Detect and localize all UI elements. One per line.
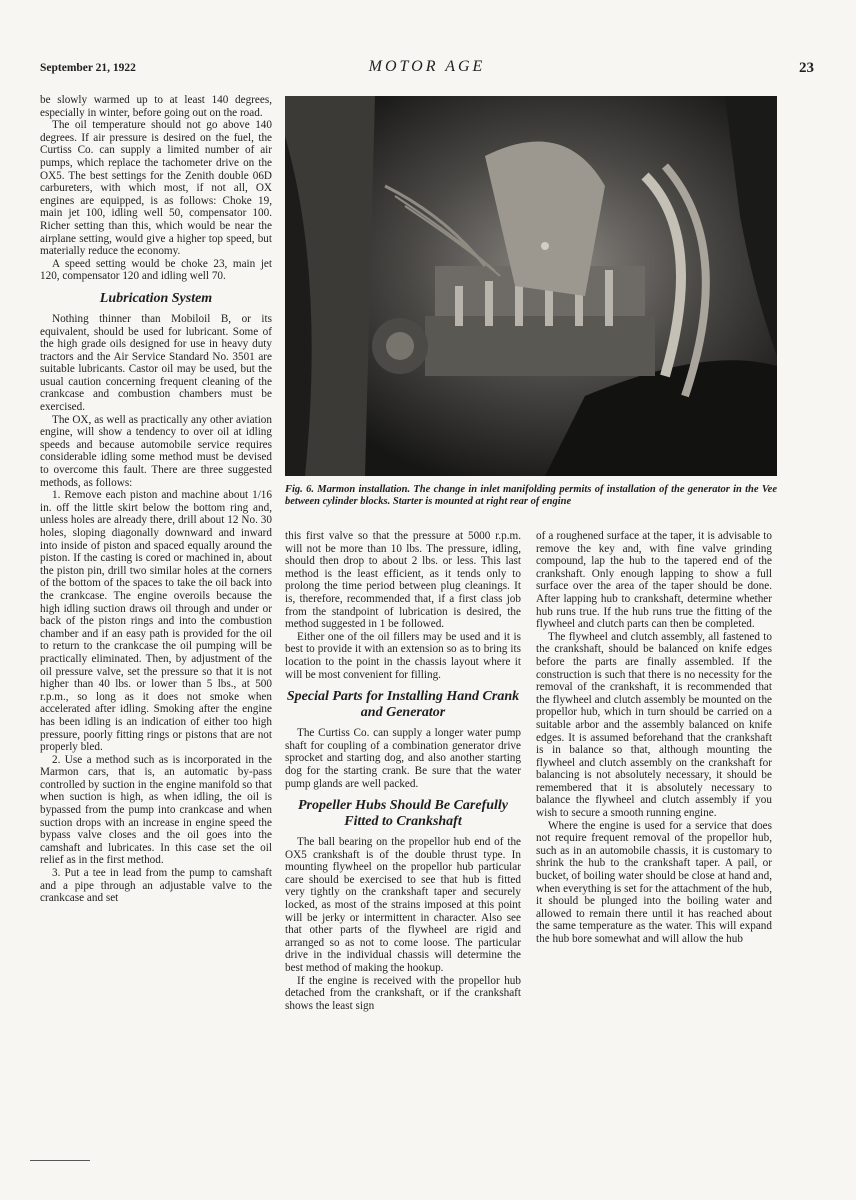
section-heading-propeller-hubs: Propeller Hubs Should Be Carefully Fitted to Crankshaft [297,798,509,830]
section-heading-lubrication: Lubrication System [99,290,213,306]
engine-photo-illustration [285,96,777,476]
paragraph: The OX, as well as practically any other aviation engine, will show a tendency to over oil at idling speeds and because automobile service requires considerable idling some method must be devised to overcome this fault. There are three suggested methods, as follows: [40,413,272,489]
column-1 [40,94,272,905]
paragraph: The Curtiss Co. can supply a longer water pump shaft for coupling of a combination generator drive sprocket and starting dog, and also another starting dog for the starting crank. Be sure that the water pump glands are well packed. [285,727,521,790]
page-number: 23 [799,60,814,76]
paragraph: Where the engine is used for a service that does not require frequent removal of the propellor hub, such as in an automobile chassis, it is customary to shrink the hub to the crankshaft taper. A pail, or bucket, of boiling water should be close at hand and, when everything is set for the attachment of the hub, it should be plunged into the boiling water and allowed to remain there until it has reached about the same temperature as the water. This will expand the hub bore somewhat and will allow the hub [536,819,772,945]
paragraph: 2. Use a method such as is incorporated in the Marmon cars, that is, an automatic by-pass controlled by suction in the engine manifold so that when suction is high, as when idling, the oil is bypassed from the pump into crankcase and when suction drops with an increase in engine speed the bypass valve closes and the oil goes into the camshaft and lubricates. In this case set the oil relief as in the first method. [40,753,272,867]
page-header [40,58,814,80]
engine-photograph [285,96,777,476]
paragraph: 1. Remove each piston and machine about 1/16 in. off the little skirt below the bottom ring and, unless holes are already there, drill about 12 No. 30 holes, sloping diagonally downward and inward into inside of piston and spaced equally around the piston. If the casting is cored or machined in, about the piston pin, drill two similar holes at the corners of the bottom of the spaces to take the oil back into the crankcase. The engine overoils because the high idling suction draws oil through and under or back of the piston rings and into the combustion chamber and if an easy path is provided for the oil to return to the crankcase the oil pumping will be practically eliminated. Then, by adjustment of the oil pressure valve, set the pressure so that it is not higher than 40 lbs. or lower than 5 lbs., at 500 r.p.m., so long as it does not smoke when accelerated after idling. Smoking after the engine has been idling is an indication of either too high pressure, poorly fitting rings or pistons that are not properly bled. [40,489,272,754]
section-heading-special-parts: Special Parts for Installing Hand Crank and Generator [286,689,520,721]
paragraph: be slowly warmed up to at least 140 degrees, especially in winter, before going out on the road. [40,94,272,119]
footer-rule [30,1160,90,1161]
column-3 [536,530,772,946]
paragraph: Nothing thinner than Mobiloil B, or its equivalent, should be used for lubricant. Some of the high grade oils designed for use in heavy duty tractors and the Air Service Standard No. 3501 are suitable lubricants. Castor oil may be used, but the usual caution concerning frequent cleaning of the crankcase and combustion chambers must be exercised. [40,312,272,414]
issue-date: September 21, 1922 [40,62,136,74]
masthead: MOTOR AGE [368,58,486,75]
paragraph: this first valve so that the pressure at 5000 r.p.m. will not be more than 10 lbs. The pressure, idling, should then drop to about 2 lbs. or less. This last method is the least efficient, as it tends only to prolong the time period between plug cleanings. It is, therefore, recommended that, if a first class job from the standpoint of lubrication is desired, the method suggested in 1 be followed. [285,530,521,631]
paragraph: If the engine is received with the propellor hub detached from the crankshaft, or if the crankshaft shows the least sign [285,974,521,1012]
column-2 [285,530,521,1012]
paragraph: The ball bearing on the propellor hub end of the OX5 crankshaft is of the double thrust type. In mounting flywheel on the propellor hub particular care should be exercised to see that hub is fitted very tightly on the crankshaft taper and securely locked, as most of the strains imposed at this point will be jerky or intermittent in character. Also see that other parts of the flywheel are rigid and arranged so as not to come loose. The particular drive in the individual chassis will determine the best method of making the hookup. [285,836,521,975]
paragraph: The flywheel and clutch assembly, all fastened to the crankshaft, should be balanced on knife edges before the parts are finally assembled. If the construction is such that there is no necessity for the removal of the crankshaft, it is recommended that the flywheel and clutch assembly be mounted on the propellor hub, which in turn should be carried on a suitable arbor and the assembly balanced on knife edges. It is assumed beforehand that the crankshaft is in balance so that, although mounting the flywheel and clutch assembly on the crankshaft for balancing is not absolutely necessary, it should be remembered that it is absolutely necessary to balance the flywheel and clutch assembly if you wish to secure a smooth running engine. [536,630,772,820]
paragraph: 3. Put a tee in lead from the pump to camshaft and a pipe through an adjustable valve to the crankcase and set [40,867,272,905]
paragraph: The oil temperature should not go above 140 degrees. If air pressure is desired on the fuel, the Curtiss Co. can supply a limited number of air pumps, which replace the tachometer drive on the OX5. The best settings for the Zenith double 06D carbureters, with which most, if not all, OX engines are equipped, is as follows: Choke 19, main jet 100, idling well 50, compensator 100. Richer setting than this, which would be near the airplane setting, would give a higher top speed, but materially reduce the economy. [40,119,272,258]
figure-caption: Fig. 6. Marmon installation. The change in inlet manifolding permits of installation of the generator in the Vee between cylinder blocks. Starter is mounted at right rear of engine [285,484,777,507]
paragraph: Either one of the oil fillers may be used and it is best to provide it with an extension so as to bring its location to the point in the chassis layout where it will be most convenient for filling. [285,630,521,681]
paragraph: A speed setting would be choke 23, main jet 120, compensator 120 and idling well 70. [40,257,272,283]
paragraph: of a roughened surface at the taper, it is advisable to remove the key and, with fine valve grinding compound, lap the hub to the tapered end of the crankshaft. Only enough lapping to show a full surface over the area of the taper should be done. After lapping hub to crankshaft, determine whether hub runs true. If the hub runs true the fitting of the flywheel and clutch parts can then be completed. [536,530,772,631]
